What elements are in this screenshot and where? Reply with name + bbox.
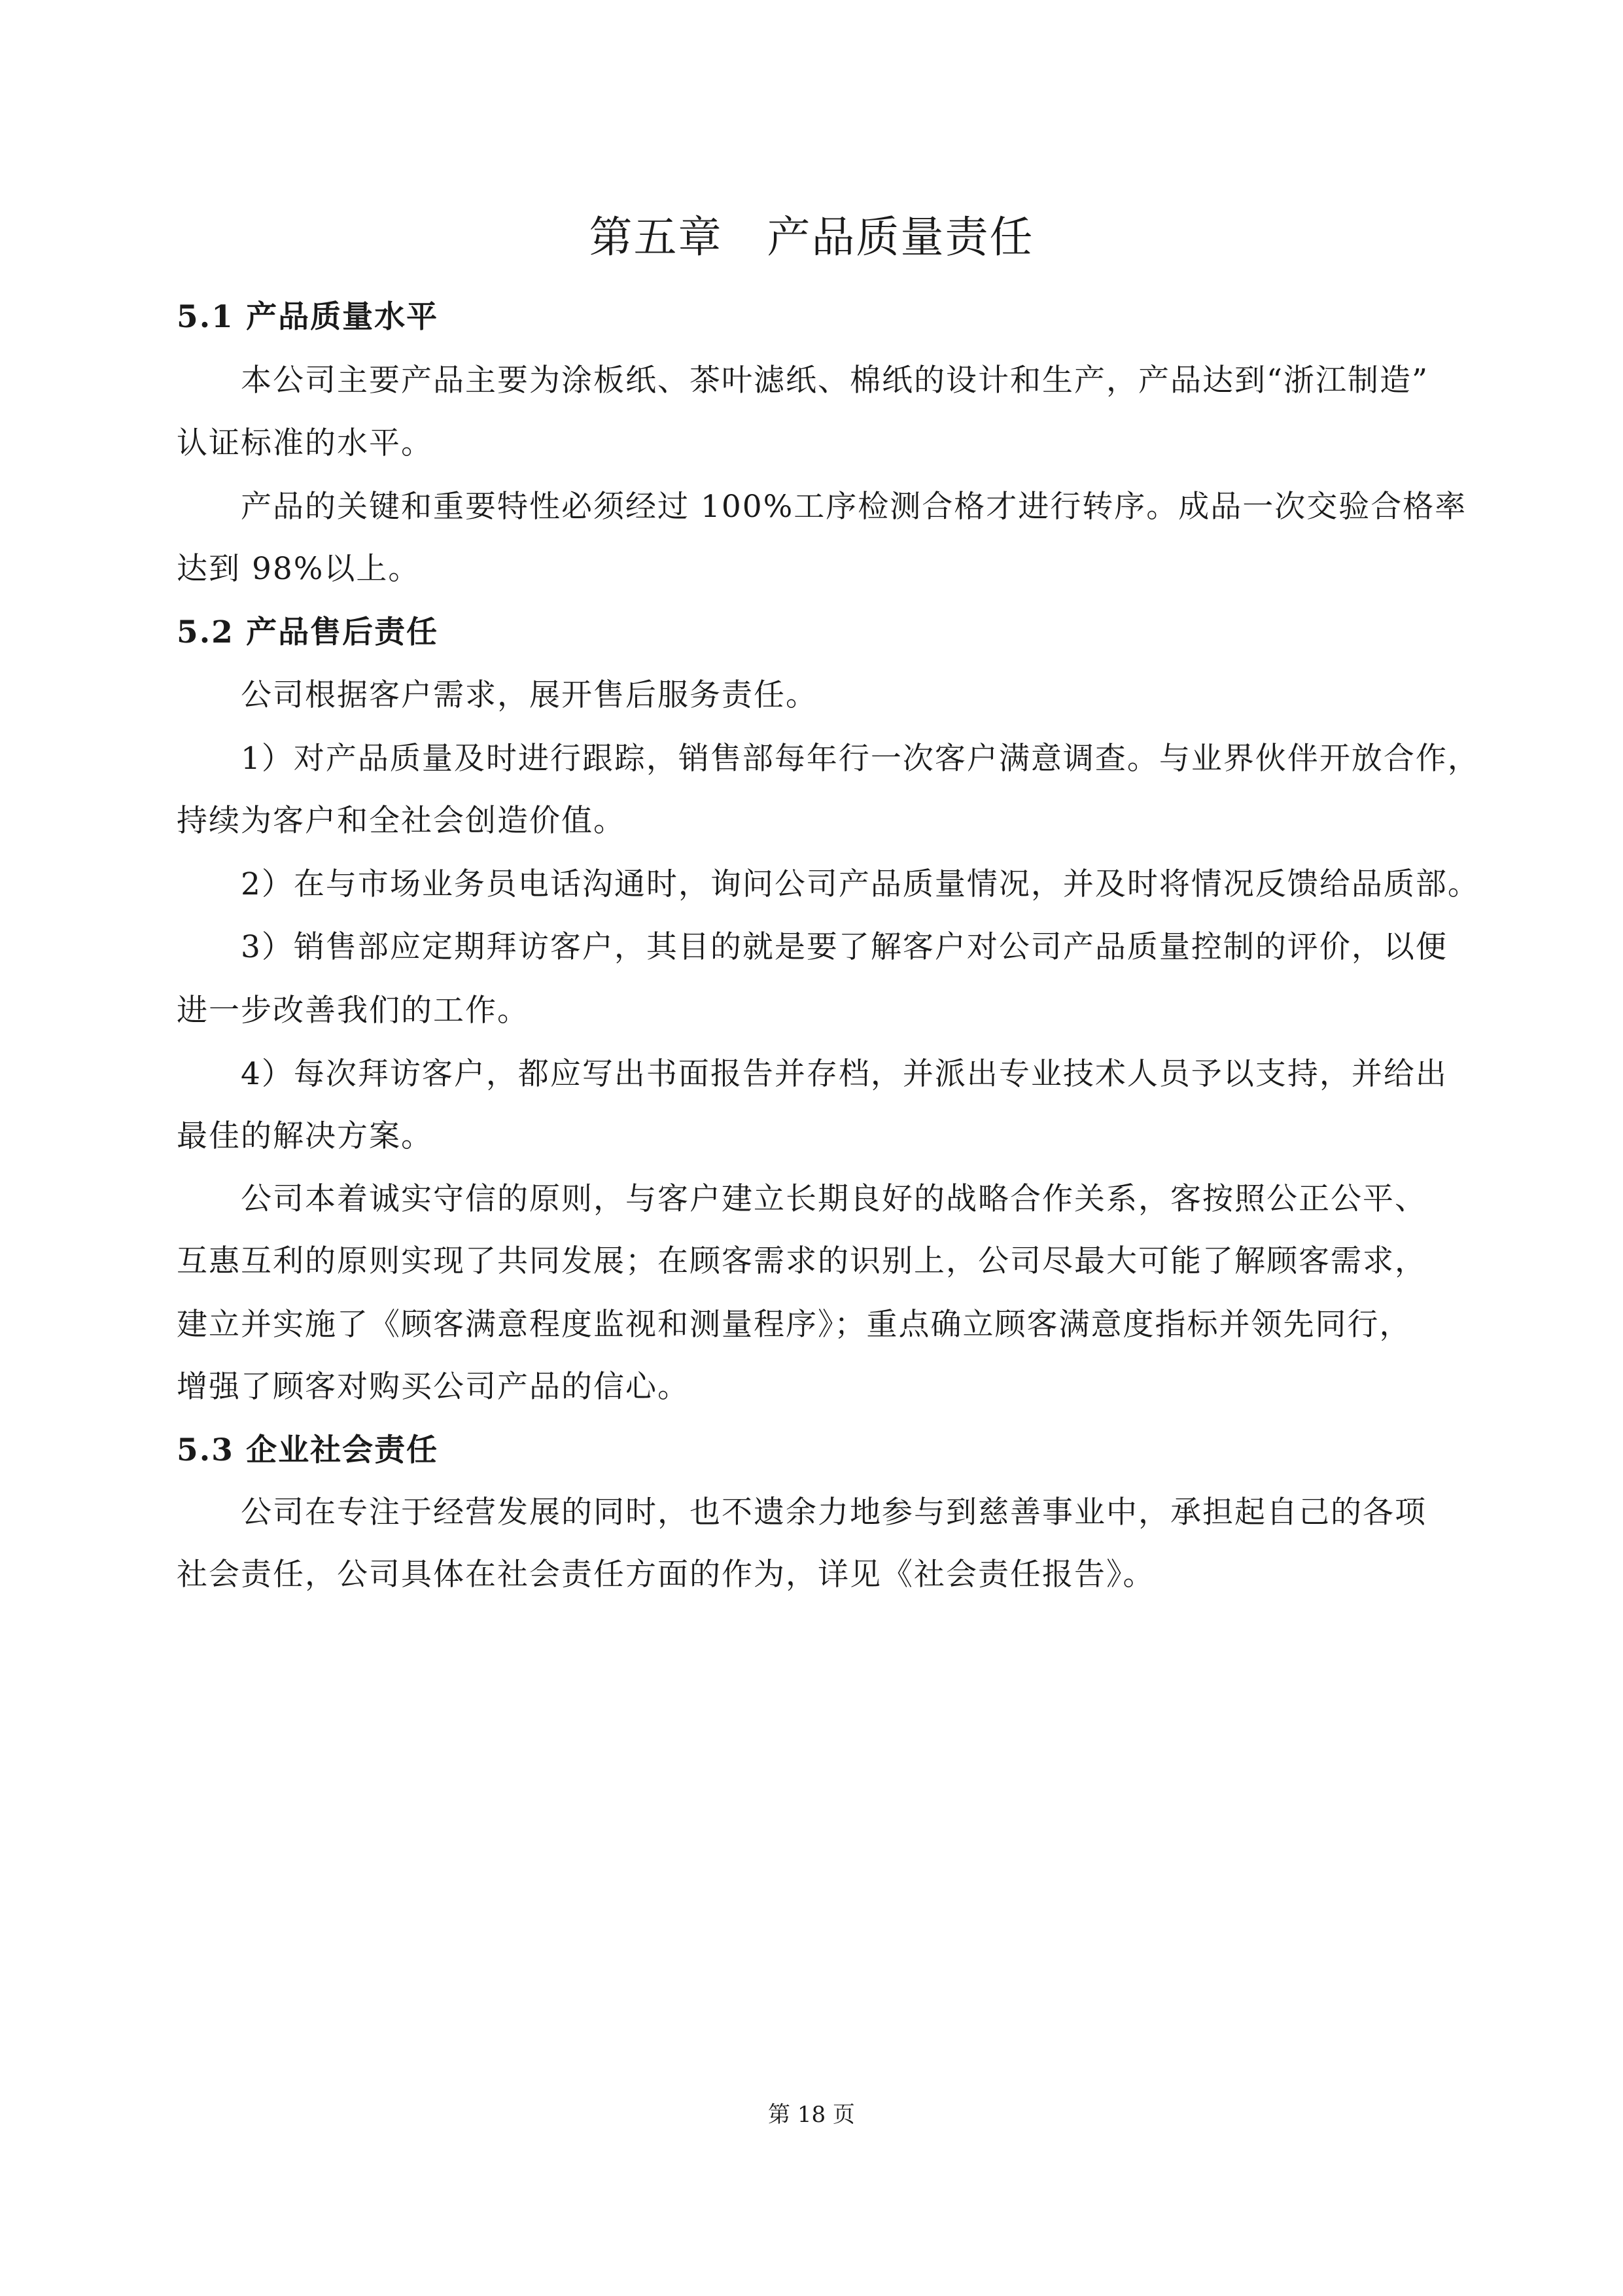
paragraph-line: 持续为客户和全社会创造价值。 [177,803,625,839]
paragraph-line: 1）对产品质量及时进行跟踪，销售部每年行一次客户满意调查。与业界伙伴开放合作， [241,741,1480,777]
page-number: 第 18 页 [768,2102,855,2128]
paragraph-line: 达到 98%以上。 [177,551,421,587]
paragraph-line: 互惠互利的原则实现了共同发展；在顾客需求的识别上，公司尽最大可能了解顾客需求， [177,1243,1427,1279]
paragraph-line: 3）销售部应定期拜访客户，其目的就是要了解客户对公司产品质量控制的评价，以便 [241,929,1448,965]
chapter-title: 第五章 产品质量责任 [589,212,1034,262]
paragraph-line: 进一步改善我们的工作。 [177,993,529,1029]
paragraph-line: 增强了顾客对购买公司产品的信心。 [177,1369,689,1405]
paragraph-line: 公司根据客户需求，展开售后服务责任。 [241,677,818,713]
paragraph-line: 本公司主要产品主要为涂板纸、茶叶滤纸、棉纸的设计和生产，产品达到“浙江制造” [241,362,1429,398]
paragraph-line: 公司本着诚实守信的原则，与客户建立长期良好的战略合作关系，客按照公正公平、 [241,1181,1427,1217]
paragraph-line: 2）在与市场业务员电话沟通时，询问公司产品质量情况，并及时将情况反馈给品质部。 [241,866,1480,902]
paragraph-line: 建立并实施了《顾客满意程度监视和测量程序》；重点确立顾客满意度指标并领先同行， [177,1307,1412,1343]
paragraph-line: 社会责任，公司具体在社会责任方面的作为，详见《社会责任报告》。 [177,1557,1155,1593]
paragraph-line: 认证标准的水平。 [177,425,433,461]
paragraph-line: 4）每次拜访客户，都应写出书面报告并存档，并派出专业技术人员予以支持，并给出 [241,1056,1448,1092]
section-heading-5-3: 5.3 企业社会责任 [177,1432,439,1468]
section-heading-5-1: 5.1 产品质量水平 [177,299,439,335]
paragraph-line: 产品的关键和重要特性必须经过 100%工序检测合格才进行转序。成品一次交验合格率 [241,489,1467,525]
section-heading-5-2: 5.2 产品售后责任 [177,614,439,650]
paragraph-line: 最佳的解决方案。 [177,1118,433,1154]
paragraph-line: 公司在专注于经营发展的同时，也不遗余力地参与到慈善事业中，承担起自己的各项 [241,1494,1427,1530]
